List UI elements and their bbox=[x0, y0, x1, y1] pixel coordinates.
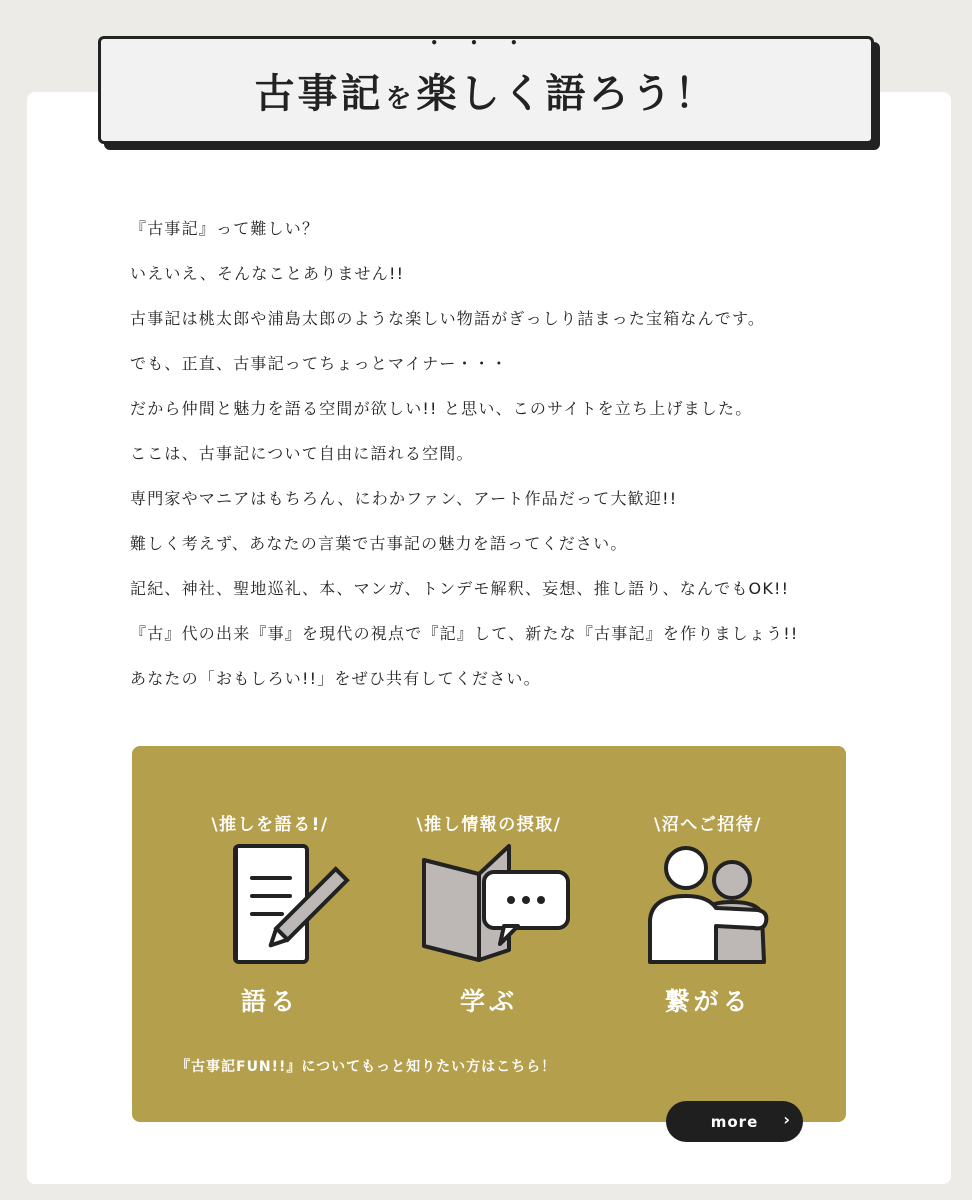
page-title bbox=[254, 62, 717, 119]
feature-label: 学ぶ bbox=[459, 987, 518, 1016]
feature-tag: \沼へご招待/ bbox=[654, 815, 762, 835]
promo-panel bbox=[132, 746, 846, 1122]
intro-line: ここは、古事記について自由に語れる空間。 bbox=[130, 444, 474, 463]
title-emphasis: • • • 楽しく bbox=[417, 62, 546, 119]
intro-line: でも、正直、古事記ってちょっとマイナー・・・ bbox=[130, 354, 509, 373]
intro-line: 『古事記』って難しい？ bbox=[130, 219, 320, 238]
chevron-right-icon: › bbox=[783, 1110, 791, 1129]
more-button[interactable] bbox=[666, 1101, 803, 1142]
feature-label: 繋がる bbox=[664, 987, 752, 1016]
feature-connect bbox=[608, 810, 808, 1018]
intro-text bbox=[130, 210, 850, 705]
title-part3: 語ろう！ bbox=[545, 70, 718, 117]
intro-line: あなたの「おもしろい!!」をぜひ共有してください。 bbox=[130, 669, 541, 688]
intro-line: 『古』代の出来『事』を現代の視点で『記』して、新たな『古事記』を作りましょう!! bbox=[130, 624, 799, 643]
intro-line: いえいえ、そんなことありません!! bbox=[130, 264, 405, 283]
intro-line: 専門家やマニアはもちろん、にわかファン、アート作品だって大歓迎!! bbox=[130, 489, 678, 508]
promo-text: 『古事記FUN!!』についてもっと知りたい方はこちら！ bbox=[176, 1059, 557, 1075]
intro-line: だから仲間と魅力を語る空間が欲しい!! と思い、このサイトを立ち上げました。 bbox=[130, 399, 753, 418]
title-part1: 古事記 bbox=[254, 70, 384, 117]
people-icon bbox=[628, 840, 788, 968]
intro-line: 古事記は桃太郎や浦島太郎のような楽しい物語がぎっしり詰まった宝箱なんです。 bbox=[130, 309, 766, 328]
feature-tag: \推し情報の摂取/ bbox=[416, 815, 562, 835]
intro-line: 記紀、神社、聖地巡礼、本、マンガ、トンデモ解釈、妄想、推し語り、なんでもOK!! bbox=[130, 579, 790, 598]
notebook-pen-icon bbox=[190, 840, 350, 968]
feature-learn bbox=[389, 810, 589, 1018]
feature-talk bbox=[170, 810, 370, 1018]
feature-label: 語る bbox=[240, 987, 299, 1016]
page-title-box bbox=[98, 36, 874, 144]
title-particle: を bbox=[385, 83, 415, 114]
feature-tag: \推しを語る!/ bbox=[211, 815, 329, 835]
book-chat-icon bbox=[404, 840, 574, 968]
more-button-label: more bbox=[710, 1112, 759, 1131]
intro-line: 難しく考えず、あなたの言葉で古事記の魅力を語ってください。 bbox=[130, 534, 628, 553]
